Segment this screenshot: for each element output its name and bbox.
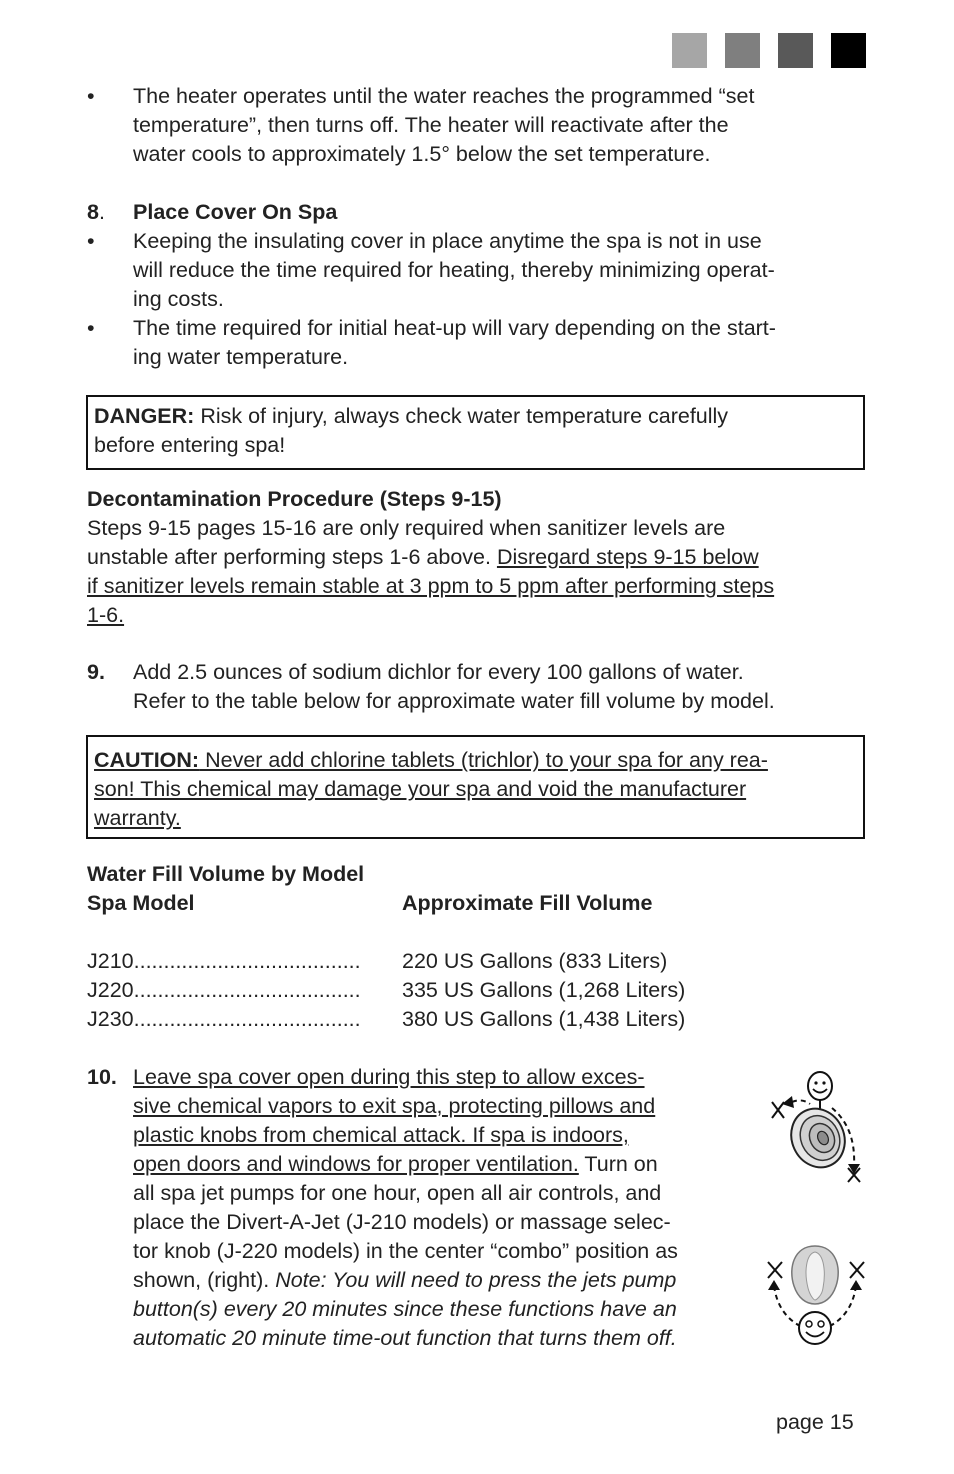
x-mark-icon xyxy=(850,1262,864,1278)
step8-bullet2-line-1: The time required for initial heat-up will vary depending on the start- xyxy=(133,316,776,340)
top-bullet-line-1: The heater operates until the water reaches the programmed “set xyxy=(133,84,755,108)
table-row-volume: 220 US Gallons (833 Liters) xyxy=(402,949,668,973)
step8-number: 8. xyxy=(87,200,105,224)
step8-title: Place Cover On Spa xyxy=(133,200,338,224)
caution-label: CAUTION: xyxy=(94,748,200,772)
step10-line-2: sive chemical vapors to exit spa, protecting pillows and xyxy=(133,1094,656,1118)
x-mark-icon xyxy=(768,1262,782,1278)
top-bullet-line-2: temperature”, then turns off. The heater will reactivate after the xyxy=(133,113,729,137)
step9-number: 9. xyxy=(87,660,105,684)
x-mark-icon xyxy=(772,1102,784,1118)
decon-line-3: if sanitizer levels remain stable at 3 ppm to 5 ppm after performing steps xyxy=(87,574,775,598)
danger-box xyxy=(86,395,865,470)
danger-line-1: DANGER: Risk of injury, always check water temperature carefully xyxy=(94,404,729,428)
header-square-2 xyxy=(725,33,760,68)
step10-line-4: open doors and windows for proper ventilation. Turn on xyxy=(133,1152,658,1176)
bullet-icon: • xyxy=(87,316,95,340)
step10-line-5: all spa jet pumps for one hour, open all air controls, and xyxy=(133,1181,662,1205)
arrow-head-icon xyxy=(768,1280,780,1290)
step9-line-1: Add 2.5 ounces of sodium dichlor for every 100 gallons of water. xyxy=(133,660,744,684)
dial-knob-icon xyxy=(782,1100,854,1176)
step10-line-9: button(s) every 20 minutes since these functions have an xyxy=(133,1297,677,1321)
rotation-arrow-icon xyxy=(792,1100,810,1104)
divert-a-jet-illustration xyxy=(766,1068,868,1186)
step8-bullet1-line-2: will reduce the time required for heating, thereby minimizing operat- xyxy=(133,258,775,282)
caution-line-1: CAUTION: Never add chlorine tablets (trichlor) to your spa for any rea- xyxy=(94,748,768,772)
massage-selector-illustration xyxy=(760,1242,870,1350)
danger-label: DANGER: xyxy=(94,404,195,428)
table-row: J210...................................... xyxy=(87,949,361,973)
decon-line-4: 1-6. xyxy=(87,603,125,627)
step10-number: 10. xyxy=(87,1065,117,1089)
step10-line-3: plastic knobs from chemical attack. If spa is indoors, xyxy=(133,1123,629,1147)
header-square-1 xyxy=(672,33,707,68)
step10-line-7: tor knob (J-220 models) in the center “combo” position as xyxy=(133,1239,678,1263)
step10-line-1: Leave spa cover open during this step to allow exces- xyxy=(133,1065,645,1089)
smiley-face-icon xyxy=(799,1312,831,1344)
arrow-head-icon xyxy=(850,1280,862,1290)
decon-line-1: Steps 9-15 pages 15-16 are only required when sanitizer levels are xyxy=(87,516,726,540)
fill-table-title: Water Fill Volume by Model xyxy=(87,862,365,886)
top-bullet-line-3: water cools to approximately 1.5° below the set temperature. xyxy=(133,142,711,166)
step10-line-10: automatic 20 minute time-out function that turns them off. xyxy=(133,1326,677,1350)
caution-line-2: son! This chemical may damage your spa and void the manufacturer xyxy=(94,777,747,801)
table-row-volume: 380 US Gallons (1,438 Liters) xyxy=(402,1007,686,1031)
step8-bullet1-line-1: Keeping the insulating cover in place anytime the spa is not in use xyxy=(133,229,762,253)
danger-line-2: before entering spa! xyxy=(94,433,286,457)
selector-knob-icon xyxy=(792,1246,838,1304)
step10-line-6: place the Divert-A-Jet (J-210 models) or massage selec- xyxy=(133,1210,671,1234)
fill-table-col1: Spa Model xyxy=(87,891,195,915)
caution-box xyxy=(86,735,865,839)
decon-heading: Decontamination Procedure (Steps 9-15) xyxy=(87,487,502,511)
bullet-icon: • xyxy=(87,229,95,253)
step10-line-8: shown, (right). Note: You will need to press the jets pump xyxy=(133,1268,677,1292)
header-square-4 xyxy=(831,33,866,68)
fill-table-col2: Approximate Fill Volume xyxy=(402,891,653,915)
table-row: J220...................................... xyxy=(87,978,361,1002)
table-row: J230...................................... xyxy=(87,1007,361,1031)
table-row-volume: 335 US Gallons (1,268 Liters) xyxy=(402,978,686,1002)
step8-bullet2-line-2: ing water temperature. xyxy=(133,345,349,369)
page-number: page 15 xyxy=(776,1410,854,1434)
bullet-icon: • xyxy=(87,84,95,108)
decon-line-2: unstable after performing steps 1-6 above. Disregard steps 9-15 below xyxy=(87,545,759,569)
smiley-face-icon xyxy=(808,1072,832,1112)
header-square-3 xyxy=(778,33,813,68)
step8-bullet1-line-3: ing costs. xyxy=(133,287,224,311)
caution-line-3: warranty. xyxy=(94,806,181,830)
step9-line-2: Refer to the table below for approximate water fill volume by model. xyxy=(133,689,775,713)
